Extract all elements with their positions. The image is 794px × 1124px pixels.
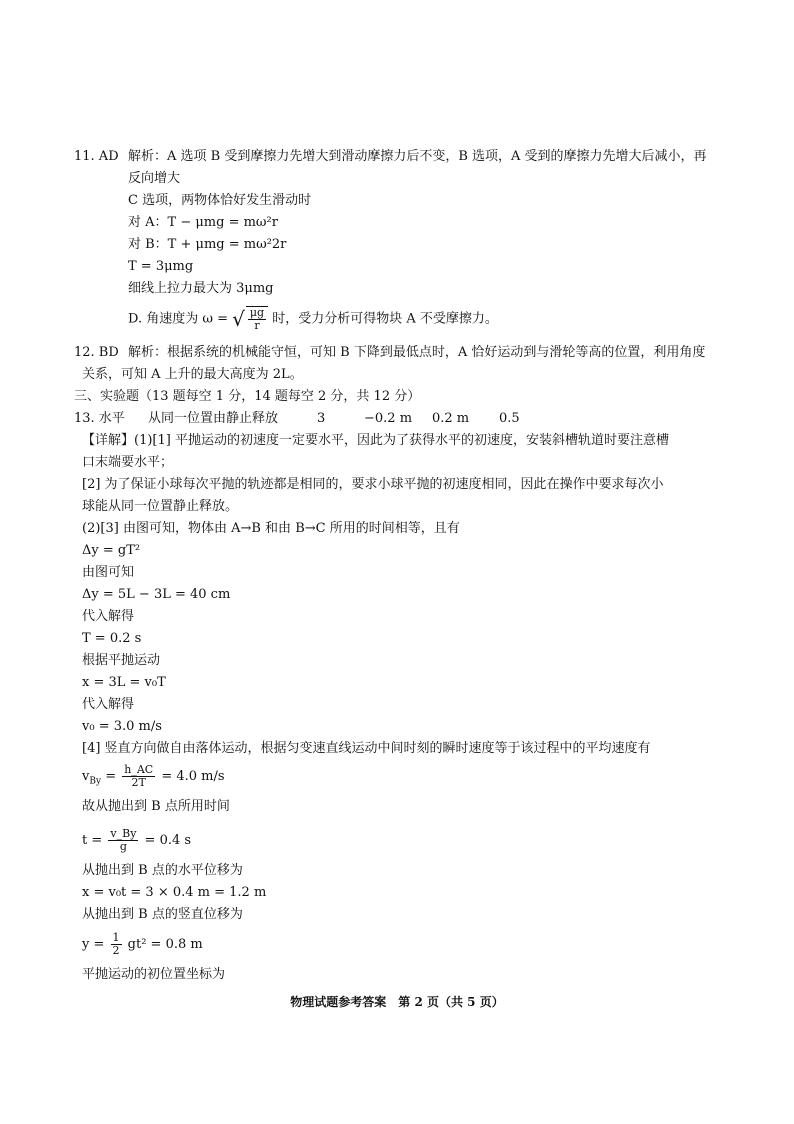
vby-fraction-num: h_AC	[124, 763, 154, 776]
page-footer: 物理试题参考答案 第 2 页（共 5 页）	[290, 995, 504, 1009]
q13-detail-8: Δy = 5L − 3L = 40 cm	[82, 587, 231, 602]
t-equation-pre: t =	[82, 833, 103, 848]
q13-detail-5: (2)[3] 由图可知，物体由 A→B 和由 B→C 所用的时间相等，且有	[82, 521, 460, 536]
q13-detail-20: x = v₀t = 3 × 0.4 m = 1.2 m	[82, 885, 267, 900]
q13-detail-22	[82, 932, 203, 957]
sqrt-sign: √	[232, 307, 245, 331]
t-result: = 0.4 s	[144, 833, 192, 848]
y-fraction-den: 2	[112, 944, 120, 957]
q13-detail-13: 代入解得	[82, 697, 135, 712]
y-fraction-num: 1	[112, 931, 120, 944]
q13-detail-16: $v_{By}$ = $\frac{h\_AC}{2T}$ = 4.0 m/s	[82, 763, 225, 789]
q13-detail-2: 口末端要水平；	[82, 455, 174, 470]
q13-detail-4: 球能从同一位置静止释放。	[82, 499, 239, 514]
y-result: gt² = 0.8 m	[127, 937, 203, 952]
q11-line8-pre: D. 角速度为 ω =	[128, 311, 228, 327]
q13-answer-2: 3	[317, 411, 326, 426]
vby-result: = 4.0 m/s	[161, 769, 225, 784]
q13-answer-4: 0.2 m	[432, 411, 470, 426]
q13-detail-3: [2] 为了保证小球每次平抛的轨迹都是相同的，要求小球平抛的初速度相同，因此在操作中要求每次小	[82, 477, 664, 492]
q13-answer-3: −0.2 m	[364, 411, 413, 426]
q11-line8-den: r	[254, 319, 260, 332]
q12-line1: 解析：根据系统的机械能守恒，可知 B 下降到最低点时，A 恰好运动到与滑轮等高的位置，利用角度	[128, 345, 706, 360]
q13-detail-18	[82, 828, 191, 853]
q11-line5: 对 B：T + μmg = mω²2r	[128, 237, 287, 252]
q13-detail-6: Δy = gT²	[82, 543, 141, 558]
vby-fraction-den: 2T	[131, 776, 146, 789]
q13-detail-23: 平抛运动的初位置坐标为	[82, 967, 226, 982]
q11-number: 11. AD	[74, 149, 119, 164]
q11-line3: C 选项，两物体恰好发生滑动时	[128, 193, 312, 208]
q13-detail-7: 由图可知	[82, 565, 135, 580]
section-heading: 三、实验题（13 题每空 1 分，14 题每空 2 分，共 12 分）	[74, 389, 421, 404]
q13-detail-21: 从抛出到 B 点的竖直位移为	[82, 907, 243, 922]
q13-detail-19: 从抛出到 B 点的水平位移为	[82, 863, 243, 878]
q11-line8-post: 时，受力分析可得物块 A 不受摩擦力。	[272, 311, 498, 327]
q11-line8-num: μg	[249, 306, 265, 319]
q12-number: 12. BD	[74, 345, 119, 360]
q12-line2: 关系，可知 A 上升的最大高度为 2L。	[82, 367, 303, 382]
q13-detail-11: 根据平抛运动	[82, 653, 161, 668]
q13-number: 13. 水平	[74, 411, 125, 426]
t-fraction-num: v_By	[110, 827, 137, 840]
q13-answer-1: 从同一位置由静止释放	[148, 411, 279, 426]
q13-answer-5: 0.5	[499, 411, 520, 426]
q13-detail-17: 故从抛出到 B 点所用时间	[82, 799, 230, 814]
sqrt-body	[246, 306, 268, 332]
q13-detail-15: [4] 竖直方向做自由落体运动，根据匀变速直线运动中间时刻的瞬时速度等于该过程中的平均速度有	[82, 741, 651, 756]
y-equation-pre: y =	[82, 937, 105, 952]
q11-line4: 对 A：T − μmg = mω²r	[128, 215, 278, 230]
q13-detail-14: v₀ = 3.0 m/s	[82, 719, 162, 734]
q11-line8	[128, 306, 498, 332]
vby-symbol: v	[82, 769, 90, 784]
vby-subscript: By	[89, 776, 102, 787]
q11-line1: 解析：A 选项 B 受到摩擦力先增大到滑动摩擦力后不变，B 选项，A 受到的摩擦力先增大后减小，再	[128, 149, 707, 164]
q11-line2: 反向增大	[128, 171, 181, 186]
q13-detail-12: x = 3L = v₀T	[82, 675, 166, 690]
q11-line6: T = 3μmg	[128, 259, 194, 274]
q13-detail-10: T = 0.2 s	[82, 631, 142, 646]
t-fraction-den: g	[119, 840, 127, 853]
q13-detail-9: 代入解得	[82, 609, 135, 624]
q13-detail-1: 【详解】(1)[1] 平抛运动的初速度一定要水平，因此为了获得水平的初速度，安装斜槽轨道时要注意槽	[82, 433, 669, 448]
q11-line7: 细线上拉力最大为 3μmg	[128, 281, 274, 296]
